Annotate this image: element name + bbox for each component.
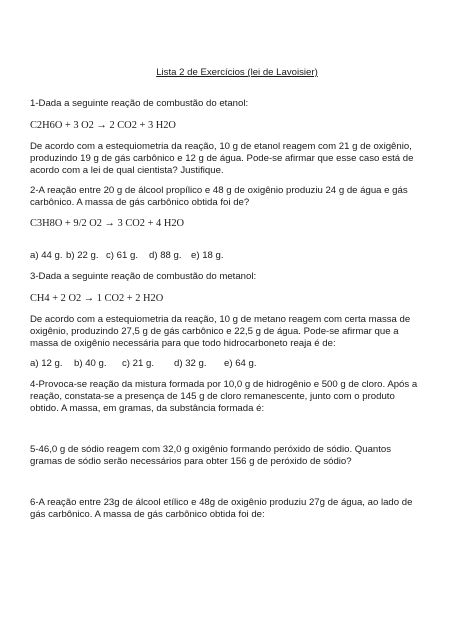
q1-heading: 1-Dada a seguinte reação de combustão do etanol: [30,98,249,109]
q3-options [30,357,257,370]
q3-option-e: e) 64 g. [224,358,257,369]
q2-option-a: a) 44 g. [30,250,63,261]
q3-equation: CH4 + 2 O2 → 1 CO2 + 2 H2O [30,293,164,304]
q6-text-line-2: gás carbônico. A massa de gás carbônico obtida foi de: [30,509,265,520]
q2-text-line-1: 2-A reação entre 20 g de álcool propílico e 48 g de oxigênio produziu 24 g de água e gás [30,185,408,196]
q1-text-line-3: acordo com a lei de qual cientista? Justifique. [30,165,224,176]
q2-option-d: d) 88 g. [149,250,182,261]
q3-option-b: b) 40 g. [74,358,107,369]
q4-text-line-3: obtido. A massa, em gramas, da substância formada é: [30,403,265,414]
q3-text-line-2: oxigênio, produzindo 27,5 g de gás carbônico e 22,5 g de água. Pode-se afirmar que a [30,326,399,337]
q5-text-line-1: 5-46,0 g de sódio reagem com 32,0 g oxigênio formando peróxido de sódio. Quantos [30,444,392,455]
q2-equation: C3H8O + 9/2 O2 → 3 CO2 + 4 H2O [30,218,185,229]
q3-option-d: d) 32 g. [174,358,207,369]
page-title: Lista 2 de Exercícios (lei de Lavoisier) [156,67,318,78]
q3-option-a: a) 12 g. [30,358,63,369]
q2-option-e: e) 18 g. [191,250,224,261]
q2-text-line-2: carbônico. A massa de gás carbônico obtida foi de? [30,197,250,208]
q4-text-line-2: reação, constata-se a presença de 145 g de cloro remanescente, junto com o produto [30,391,395,402]
q1-equation: C2H6O + 3 O2 → 2 CO2 + 3 H2O [30,120,176,131]
q4-text-line-1: 4-Provoca-se reação da mistura formada por 10,0 g de hidrogênio e 500 g de cloro. Após a [30,379,418,390]
q3-heading: 3-Dada a seguinte reação de combustão do metanol: [30,271,257,282]
q1-text-line-1: De acordo com a estequiometria da reação, 10 g de etanol reagem com 21 g de oxigênio, [30,141,412,152]
q5-text-line-2: gramas de sódio serão necessários para obter 156 g de peróxido de sódio? [30,456,352,467]
q3-text-line-1: De acordo com a estequiometria da reação, 10 g de metano reagem com certa massa de [30,314,411,325]
q1-text-line-2: produzindo 19 g de gás carbônico e 12 g de água. Pode-se afirmar que esse caso está de [30,153,414,164]
q6-text-line-1: 6-A reação entre 23g de álcool etílico e 48g de oxigênio produziu 27g de água, ao lado de [30,497,413,508]
q3-text-line-3: massa de oxigênio necessária para que todo hidrocarboneto reaja é de: [30,338,336,349]
q2-option-c: c) 61 g. [106,250,138,261]
q2-option-b: b) 22 g. [66,250,99,261]
q2-options [30,249,224,262]
q3-option-c: c) 21 g. [122,358,154,369]
